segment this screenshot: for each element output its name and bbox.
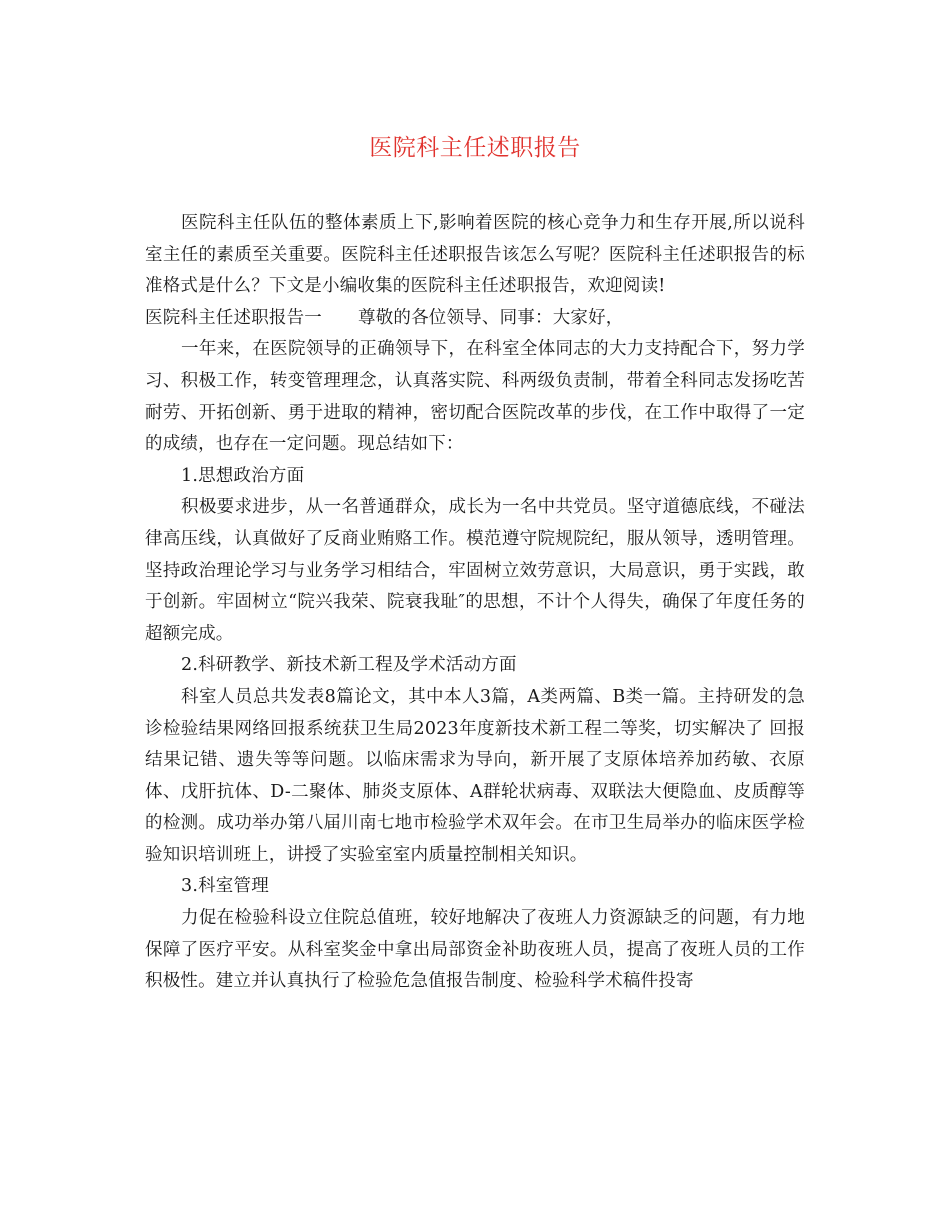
greeting: 尊敬的各位领导、同事：大家好， [358, 307, 624, 328]
section-body-politics: 积极要求进步，从一名普通群众，成长为一名中共党员。坚守道德底线，不碰法律高压线，认真做好了反商业贿赂工作。模范遵守院规院纪，服从领导，透明管理。坚持政治理论学习与业务学习相结合，牢固树立效劳意识，大局意识，勇于实践，敢于创新。牢固树立“院兴我荣、院衰我耻″的思想，不计个人得失，确保了年度任务的超额完成。 [145, 497, 805, 644]
report-opening-line [145, 303, 805, 335]
section-body-research: 科室人员总共发表8篇论文，其中本人3篇，A类两篇、B类一篇。主持研发的急诊检验结果网络回报系统获卫生局2023年度新技术新工程二等奖，切实解决了 回报结果记错、遗失等等问题。以临床需求为导向，新开展了支原体培养加药敏、衣原体、戊肝抗体、D-二聚体、肺炎支原体、A群轮状病毒、双联法大便隐血、皮质醇等的检测。成功举办第八届川南七地市检验学术双年会。在市卫生局举办的临床医学检验知识培训班上，讲授了实验室室内质量控制相关知识。 [145, 686, 805, 865]
document-title: 医院科主任述职报告 [369, 135, 581, 161]
section-body-management: 力促在检验科设立住院总值班，较好地解决了夜班人力资源缺乏的问题，有力地保障了医疗平安。从科室奖金中拿出局部资金补助夜班人员，提高了夜班人员的工作积极性。建立并认真执行了检验危急值报告制度、检验科学术稿件投寄 [145, 908, 805, 992]
report-label: 医院科主任述职报告一 [145, 307, 322, 328]
section-heading-politics: 1.思想政治方面 [181, 465, 305, 486]
summary-paragraph: 一年来，在医院领导的正确领导下，在科室全体同志的大力支持配合下，努力学习、积极工作，转变管理理念，认真落实院、科两级负责制，带着全科同志发扬吃苦耐劳、开拓创新、勇于进取的精神，密切配合医院改革的步伐，在工作中取得了一定的成绩，也存在一定问题。现总结如下： [145, 339, 805, 455]
intro-paragraph: 医院科主任队伍的整体素质上下,影响着医院的核心竞争力和生存开展,所以说科室主任的素质至关重要。医院科主任述职报告该怎么写呢？医院科主任述职报告的标准格式是什么？下文是小编收集的医院科主任述职报告，欢迎阅读! [145, 213, 805, 297]
document-page [145, 128, 805, 998]
section-heading-management: 3.科室管理 [181, 876, 269, 897]
section-heading-research: 2.科研教学、新技术新工程及学术活动方面 [181, 655, 517, 676]
